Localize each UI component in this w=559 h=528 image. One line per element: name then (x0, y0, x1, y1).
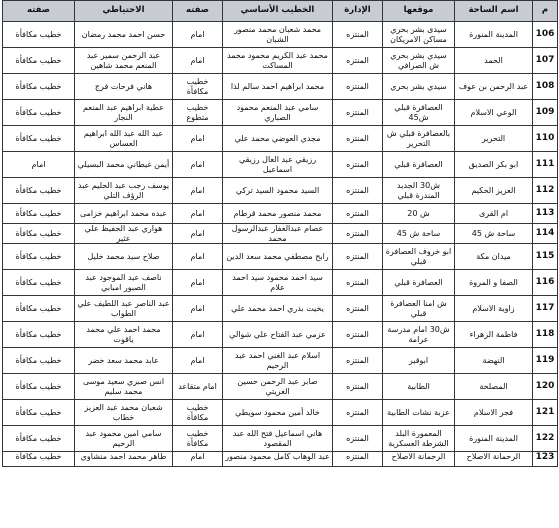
cell-administration: المنتزه (333, 400, 383, 426)
cell-backup-role: خطيب مكافأة (3, 452, 75, 467)
col-location-header: موقعها (383, 1, 455, 22)
cell-square-name: المدينة المنورة (455, 426, 533, 452)
cell-main-role: امام (173, 296, 223, 322)
col-main-role-header: صفته (173, 1, 223, 22)
cell-square-name: العزيز الحكيم (455, 178, 533, 204)
cell-main-role: امام (173, 348, 223, 374)
cell-main-role: امام (173, 452, 223, 467)
cell-backup-preacher: حسن احمد محمد رمضان (75, 22, 173, 48)
cell-main-preacher: محمد منصور محمد قرطام (223, 204, 333, 224)
cell-backup-role: خطيب مكافأة (3, 426, 75, 452)
cell-row-number: 121 (533, 400, 558, 426)
cell-row-number: 120 (533, 374, 558, 400)
cell-backup-role: خطيب مكافأة (3, 296, 75, 322)
cell-administration: المنتزه (333, 48, 383, 74)
cell-square-name: المصلحة (455, 374, 533, 400)
cell-square-name: عبد الرحمن بن عوف (455, 74, 533, 100)
cell-main-preacher: مجدي العوضي محمد علي (223, 126, 333, 152)
cell-main-role: خطيب مكافأة (173, 426, 223, 452)
cell-square-name: ام القرى (455, 204, 533, 224)
cell-backup-role: خطيب مكافأة (3, 204, 75, 224)
cell-row-number: 117 (533, 296, 558, 322)
cell-row-number: 113 (533, 204, 558, 224)
cell-square-name: زاوية الاسلام (455, 296, 533, 322)
cell-location: ابو خروف العصافرة قبلي (383, 244, 455, 270)
cell-administration: المنتزه (333, 126, 383, 152)
cell-backup-role: خطيب مكافأة (3, 74, 75, 100)
cell-main-role: امام (173, 322, 223, 348)
cell-location: ش 20 (383, 204, 455, 224)
cell-backup-preacher: شعبان محمد عبد العزيز خطاب (75, 400, 173, 426)
cell-main-preacher: رزيقي عبد العال رزيقي اسماعيل (223, 152, 333, 178)
cell-administration: المنتزه (333, 270, 383, 296)
cell-backup-preacher: ناصف عبد الموجود عبد الصبور امبابي (75, 270, 173, 296)
cell-administration: المنتزه (333, 322, 383, 348)
table-row (3, 178, 558, 204)
cell-administration: المنتزه (333, 74, 383, 100)
cell-row-number: 109 (533, 100, 558, 126)
table-row (3, 224, 558, 244)
cell-main-preacher: عصام عبدالغفار عبدالرسول محمد (223, 224, 333, 244)
cell-main-role: امام (173, 48, 223, 74)
cell-backup-preacher: طاهر محمد احمد منشاوي (75, 452, 173, 467)
cell-backup-preacher: عطية ابراهيم عبد المنعم النجار (75, 100, 173, 126)
cell-main-preacher: محمد ابراهيم احمد سالم لذا (223, 74, 333, 100)
cell-location: بالعصافرة قبلي ش التحرير (383, 126, 455, 152)
cell-administration: المنتزه (333, 426, 383, 452)
cell-square-name: المدينة المنورة (455, 22, 533, 48)
col-backup-role-header: صفته (3, 1, 75, 22)
cell-main-role: امام (173, 244, 223, 270)
cell-backup-role: خطيب مكافأة (3, 348, 75, 374)
table-row (3, 126, 558, 152)
cell-backup-role: خطيب مكافأة (3, 126, 75, 152)
cell-main-role: امام (173, 178, 223, 204)
cell-main-preacher: محمد شعبان محمد منصور الشبان (223, 22, 333, 48)
col-backup-preacher-header: الاحتياطي (75, 1, 173, 22)
cell-location: المعمورة البلد الشرطة العسكرية (383, 426, 455, 452)
cell-backup-preacher: محمد احمد علي محمد ياقوت (75, 322, 173, 348)
cell-row-number: 107 (533, 48, 558, 74)
cell-backup-preacher: سامي امين محمود عبد الرحيم (75, 426, 173, 452)
cell-square-name: ميدان مكة (455, 244, 533, 270)
cell-main-preacher: صابر عبد الرحمن حسين الغريتي (223, 374, 333, 400)
cell-main-role: امام (173, 126, 223, 152)
cell-square-name: فاطمة الزهراء (455, 322, 533, 348)
cell-backup-preacher: عبده محمد ابراهيم خزامى (75, 204, 173, 224)
cell-administration: المنتزه (333, 152, 383, 178)
col-square-header: اسم الساحة (455, 1, 533, 22)
cell-backup-preacher: عبد الله عبد الله ابراهيم العساس (75, 126, 173, 152)
cell-row-number: 116 (533, 270, 558, 296)
cell-backup-preacher: عبد الرحمن سمير عبد المنعم محمد شاهين (75, 48, 173, 74)
cell-backup-role: امام (3, 152, 75, 178)
cell-backup-role: خطيب مكافأة (3, 22, 75, 48)
cell-main-preacher: عبد الوهاب كامل محمود منصور (223, 452, 333, 467)
cell-main-preacher: سامي عبد المنعم محمود الصباري (223, 100, 333, 126)
cell-administration: المنتزه (333, 374, 383, 400)
table-row (3, 100, 558, 126)
cell-administration: المنتزه (333, 100, 383, 126)
cell-location: العصافرة قبلي (383, 270, 455, 296)
table-row (3, 270, 558, 296)
cell-row-number: 114 (533, 224, 558, 244)
cell-location: عزبة نشات الطابية (383, 400, 455, 426)
header-row (3, 1, 558, 22)
cell-main-preacher: محمد عبد الكريم محمود محمد المساكت (223, 48, 333, 74)
cell-location: سيدى بشر بحري مساكن الامريكان (383, 22, 455, 48)
cell-square-name: الرحمانة الاصلاح (455, 452, 533, 467)
cell-main-role: امام (173, 152, 223, 178)
table-row (3, 426, 558, 452)
cell-row-number: 111 (533, 152, 558, 178)
cell-main-role: امام متقاعد (173, 374, 223, 400)
table-row (3, 244, 558, 270)
cell-administration: المنتزه (333, 244, 383, 270)
cell-main-role: امام (173, 270, 223, 296)
cell-row-number: 108 (533, 74, 558, 100)
cell-location: الرحمانة الاصلاح (383, 452, 455, 467)
cell-administration: المنتزه (333, 348, 383, 374)
cell-row-number: 123 (533, 452, 558, 467)
table-row (3, 204, 558, 224)
table-row (3, 322, 558, 348)
cell-main-preacher: اسلام عبد الغني احمد عبد الرحيم (223, 348, 333, 374)
cell-main-role: خطيب مكافأة (173, 400, 223, 426)
cell-row-number: 112 (533, 178, 558, 204)
table-row (3, 452, 558, 467)
col-main-preacher-header: الخطيب الأساسي (223, 1, 333, 22)
cell-backup-preacher: هواري عبد الحفيظ علي عثير (75, 224, 173, 244)
cell-square-name: النهضة (455, 348, 533, 374)
cell-main-preacher: عزمي عبد الفتاح علي شوالي (223, 322, 333, 348)
table-row (3, 374, 558, 400)
table-row (3, 400, 558, 426)
cell-square-name: فجر الاسلام (455, 400, 533, 426)
cell-row-number: 118 (533, 322, 558, 348)
table-row (3, 348, 558, 374)
table-row (3, 48, 558, 74)
cell-administration: المنتزه (333, 452, 383, 467)
cell-backup-role: خطيب مكافأة (3, 224, 75, 244)
cell-main-role: امام (173, 204, 223, 224)
table-row (3, 22, 558, 48)
cell-administration: المنتزه (333, 22, 383, 48)
table-row (3, 152, 558, 178)
cell-backup-preacher: عبد الناصر عبد اللطيف علي الطواب (75, 296, 173, 322)
cell-main-preacher: رابح مصطفي محمد سعد الدين (223, 244, 333, 270)
cell-location: سيدي بشر بحري (383, 74, 455, 100)
table-row (3, 74, 558, 100)
cell-square-name: ساحة ش 45 (455, 224, 533, 244)
cell-square-name: ابو بكر الصديق (455, 152, 533, 178)
cell-row-number: 110 (533, 126, 558, 152)
cell-administration: المنتزه (333, 296, 383, 322)
cell-main-role: خطيب مكافأة (173, 74, 223, 100)
cell-main-role: خطيب متطوع (173, 100, 223, 126)
cell-backup-role: خطيب مكافأة (3, 400, 75, 426)
cell-row-number: 106 (533, 22, 558, 48)
cell-location: العصافرة قبلي (383, 152, 455, 178)
cell-backup-preacher: صلاح سيد محمد خليل (75, 244, 173, 270)
cell-square-name: الوعي الاسلام (455, 100, 533, 126)
cell-location: ش امنا العصافرة قبلي (383, 296, 455, 322)
cell-main-preacher: خالد أمين محمود سويطي (223, 400, 333, 426)
cell-row-number: 119 (533, 348, 558, 374)
cell-administration: المنتزه (333, 224, 383, 244)
cell-location: ش30 الجديد المندرة قبلي (383, 178, 455, 204)
cell-main-preacher: سيد احمد محمود سيد احمد علام (223, 270, 333, 296)
cell-location: سيدي بشر بحري ش الصرافي (383, 48, 455, 74)
cell-main-preacher: يخيت بدري احمد محمد علي (223, 296, 333, 322)
cell-square-name: التحرير (455, 126, 533, 152)
cell-location: ساحة ش 45 (383, 224, 455, 244)
cell-row-number: 115 (533, 244, 558, 270)
cell-backup-role: خطيب مكافأة (3, 100, 75, 126)
cell-square-name: الصفا و المروة (455, 270, 533, 296)
cell-administration: المنتزه (333, 204, 383, 224)
cell-location: الطابية (383, 374, 455, 400)
cell-administration: المنتزه (333, 178, 383, 204)
col-number-header: م (533, 1, 558, 22)
col-admin-header: الإدارة (333, 1, 383, 22)
cell-square-name: الحمد (455, 48, 533, 74)
cell-row-number: 122 (533, 426, 558, 452)
cell-backup-preacher: انس صبري سعيد موسى محمد سليم (75, 374, 173, 400)
cell-main-preacher: السيد محمود السيد تركي (223, 178, 333, 204)
cell-main-role: امام (173, 224, 223, 244)
cell-backup-role: خطيب مكافأة (3, 178, 75, 204)
cell-location: ش30 امام مدرسة عرامة (383, 322, 455, 348)
table-row (3, 296, 558, 322)
cell-backup-role: خطيب مكافأة (3, 374, 75, 400)
cell-backup-role: خطيب مكافأة (3, 270, 75, 296)
cell-main-role: امام (173, 22, 223, 48)
cell-location: ابوقير (383, 348, 455, 374)
cell-main-preacher: هاني اسماعيل فتح الله عبد المقصود (223, 426, 333, 452)
cell-location: العصافرة قبلي ش45 (383, 100, 455, 126)
cell-backup-role: خطيب مكافأة (3, 48, 75, 74)
cell-backup-preacher: عابد محمد سعد خضر (75, 348, 173, 374)
preachers-table (2, 0, 558, 467)
cell-backup-preacher: هاني فرحات فرج (75, 74, 173, 100)
cell-backup-role: خطيب مكافأة (3, 322, 75, 348)
cell-backup-preacher: يوسف رجب عبد الحليم عبد الرؤف التلي (75, 178, 173, 204)
cell-backup-role: خطيب مكافأة (3, 244, 75, 270)
cell-backup-preacher: أيمن غيطاني محمد البسيلي (75, 152, 173, 178)
